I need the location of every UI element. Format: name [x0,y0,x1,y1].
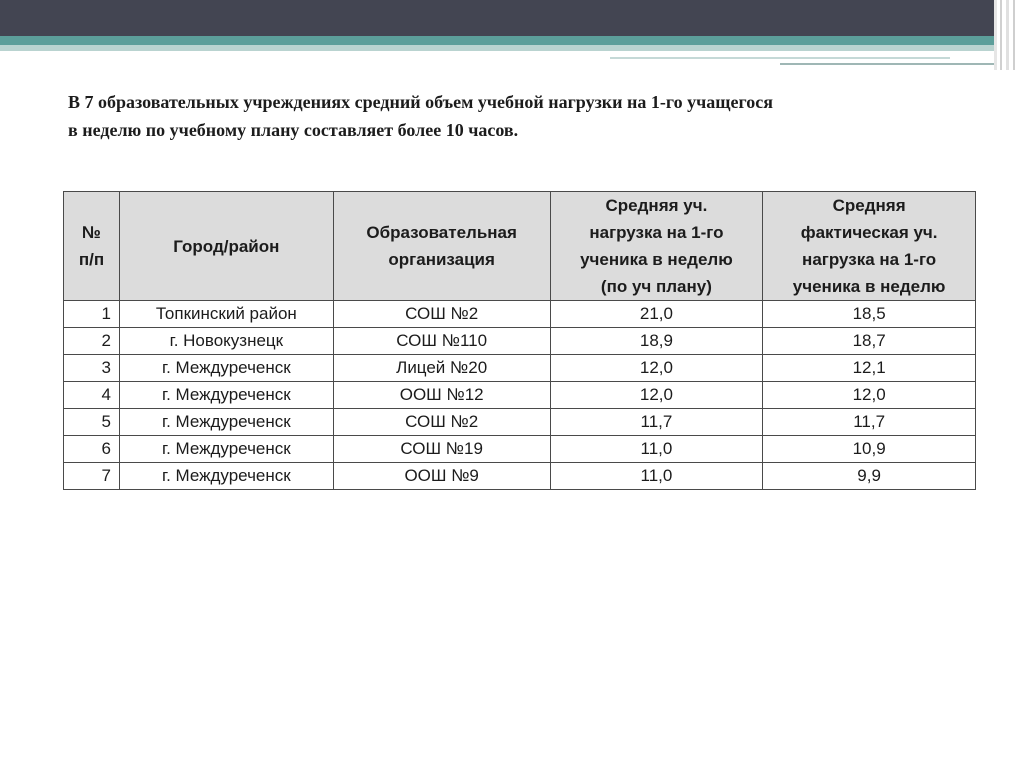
header-actual-load: Средняя фактическая уч. нагрузка на 1-го ученика в неделю [763,192,976,301]
cell-planned-load: 11,7 [550,409,763,436]
cell-actual-load: 12,0 [763,382,976,409]
cell-city: г. Междуреченск [119,409,333,436]
table-row [64,436,976,463]
cell-actual-load: 12,1 [763,355,976,382]
cell-planned-load: 12,0 [550,382,763,409]
table-row [64,409,976,436]
cell-planned-load: 18,9 [550,328,763,355]
cell-actual-load: 9,9 [763,463,976,490]
banner-accent-line-2 [780,63,1000,65]
banner-corner-stripes [994,0,1024,70]
cell-number: 7 [64,463,120,490]
cell-number: 6 [64,436,120,463]
cell-city: г. Междуреченск [119,382,333,409]
banner-teal-band [0,36,1024,45]
header-organization: Образовательная организация [333,192,550,301]
cell-organization: Лицей №20 [333,355,550,382]
cell-actual-load: 18,7 [763,328,976,355]
heading-line-2: в неделю по учебному плану составляет более 10 часов. [68,120,519,140]
cell-number: 1 [64,301,120,328]
cell-organization: СОШ №19 [333,436,550,463]
cell-number: 3 [64,355,120,382]
slide-heading [68,88,968,144]
heading-line-1: В 7 образовательных учреждениях средний объем учебной нагрузки на 1-го учащегося [68,92,773,112]
table-header-row [64,192,976,301]
cell-city: г. Междуреченск [119,355,333,382]
cell-city: г. Новокузнецк [119,328,333,355]
cell-number: 5 [64,409,120,436]
cell-number: 2 [64,328,120,355]
cell-planned-load: 21,0 [550,301,763,328]
workload-table [63,191,976,490]
table-row [64,463,976,490]
cell-city: Топкинский район [119,301,333,328]
top-banner [0,0,1024,70]
table-row [64,355,976,382]
cell-organization: ООШ №12 [333,382,550,409]
table-body [64,301,976,490]
cell-planned-load: 12,0 [550,355,763,382]
cell-planned-load: 11,0 [550,436,763,463]
cell-city: г. Междуреченск [119,436,333,463]
header-city: Город/район [119,192,333,301]
table-row [64,382,976,409]
cell-actual-load: 11,7 [763,409,976,436]
header-number: № п/п [64,192,120,301]
cell-number: 4 [64,382,120,409]
banner-light-band [0,45,1024,51]
table-row [64,328,976,355]
header-planned-load: Средняя уч. нагрузка на 1-го ученика в неделю (по уч плану) [550,192,763,301]
cell-city: г. Междуреченск [119,463,333,490]
banner-dark-band [0,0,1024,36]
cell-organization: СОШ №2 [333,301,550,328]
cell-organization: СОШ №2 [333,409,550,436]
cell-organization: ООШ №9 [333,463,550,490]
table-row [64,301,976,328]
cell-actual-load: 10,9 [763,436,976,463]
cell-organization: СОШ №110 [333,328,550,355]
cell-planned-load: 11,0 [550,463,763,490]
cell-actual-load: 18,5 [763,301,976,328]
banner-accent-line [610,57,950,59]
